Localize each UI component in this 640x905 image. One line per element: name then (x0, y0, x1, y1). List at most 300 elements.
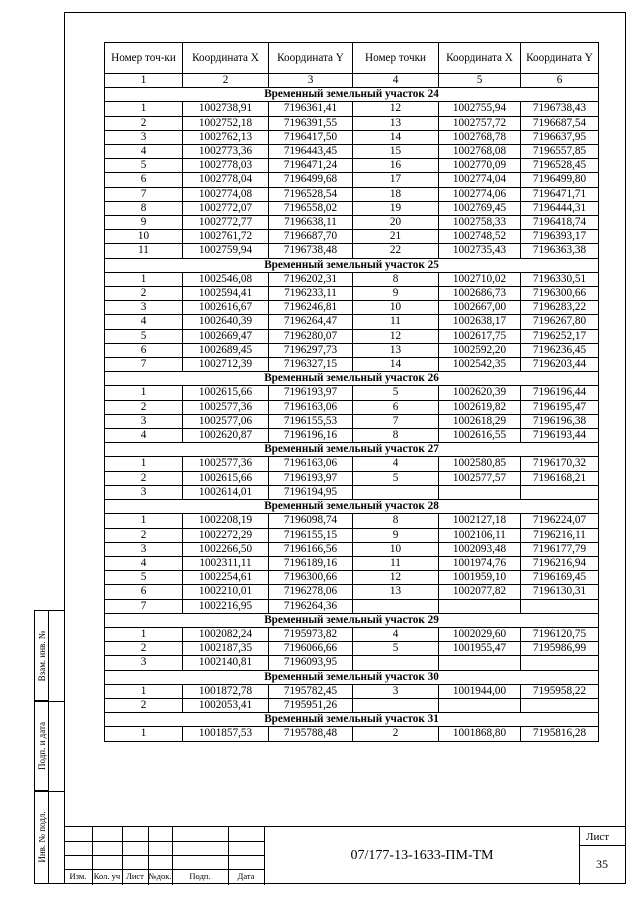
table-cell: 7196528,45 (521, 159, 599, 173)
table-cell: 1002577,06 (183, 414, 269, 428)
table-row (105, 627, 599, 641)
table-cell: 2 (105, 287, 183, 301)
table-cell: 4 (105, 429, 183, 443)
sheet-label: Лист (586, 831, 610, 843)
side-stamp (34, 610, 64, 884)
header-point-number-2: Номер точки (353, 43, 439, 74)
table-cell: 7 (105, 358, 183, 372)
table-row (105, 485, 599, 499)
table-cell: 1002710,02 (439, 272, 521, 286)
section-title-row (105, 88, 599, 102)
table-cell: 1002266,50 (183, 542, 269, 556)
table-cell: 10 (353, 542, 439, 556)
table-cell: 7196297,73 (269, 343, 353, 357)
table-cell: 7 (105, 599, 183, 613)
table-cell (521, 485, 599, 499)
title-block (64, 826, 626, 884)
table-cell: 1 (105, 627, 183, 641)
table-cell: 8 (353, 429, 439, 443)
table-cell: 9 (105, 216, 183, 230)
section-title-row (105, 713, 599, 727)
column-number: 2 (183, 74, 269, 88)
table-cell: 10 (105, 230, 183, 244)
table-cell: 1002689,45 (183, 343, 269, 357)
table-cell: 7196193,97 (269, 386, 353, 400)
table-cell: 7196163,06 (269, 400, 353, 414)
table-cell: 1001955,47 (439, 642, 521, 656)
table-cell: 7196280,07 (269, 329, 353, 343)
table-cell: 7 (105, 187, 183, 201)
table-cell: 7196499,68 (269, 173, 353, 187)
table-cell: 7196278,06 (269, 585, 353, 599)
table-cell: 1002738,91 (183, 102, 269, 116)
table-cell: 1 (105, 102, 183, 116)
table-row (105, 287, 599, 301)
table-row (105, 145, 599, 159)
section-title: Временный земельный участок 27 (105, 443, 599, 457)
table-cell: 1002770,09 (439, 159, 521, 173)
table-cell: 7196246,81 (269, 301, 353, 315)
table-cell: 1002140,81 (183, 656, 269, 670)
table-cell: 2 (353, 727, 439, 741)
table-cell: 1001974,76 (439, 556, 521, 570)
table-cell: 1002686,73 (439, 287, 521, 301)
table-cell: 7196120,75 (521, 627, 599, 641)
table-row (105, 698, 599, 712)
table-row (105, 727, 599, 741)
table-cell: 7196391,55 (269, 116, 353, 130)
table-cell: 20 (353, 216, 439, 230)
table-cell: 7195986,99 (521, 642, 599, 656)
document-code: 07/177-13-1633-ПМ-ТМ (264, 827, 580, 885)
table-cell: 5 (105, 329, 183, 343)
table-cell: 1002053,41 (183, 698, 269, 712)
table-cell: 8 (353, 514, 439, 528)
table-cell: 1001857,53 (183, 727, 269, 741)
table-cell: 3 (105, 656, 183, 670)
table-cell: 1002761,72 (183, 230, 269, 244)
table-cell: 1 (105, 684, 183, 698)
table-cell: 1002773,36 (183, 145, 269, 159)
table-cell: 7196283,22 (521, 301, 599, 315)
table-cell: 1002640,39 (183, 315, 269, 329)
table-cell (439, 698, 521, 712)
table-cell: 1002669,47 (183, 329, 269, 343)
table-cell: 7196169,45 (521, 571, 599, 585)
table-cell: 1002772,07 (183, 201, 269, 215)
table-cell: 7196216,11 (521, 528, 599, 542)
section-title: Временный земельный участок 30 (105, 670, 599, 684)
table-cell: 2 (105, 698, 183, 712)
table-row (105, 201, 599, 215)
table-cell (353, 656, 439, 670)
table-row (105, 173, 599, 187)
table-cell: 11 (105, 244, 183, 258)
table-cell: 1002542,35 (439, 358, 521, 372)
table-cell: 7196443,45 (269, 145, 353, 159)
table-cell: 2 (105, 471, 183, 485)
section-title-row (105, 258, 599, 272)
table-row (105, 585, 599, 599)
table-cell: 15 (353, 145, 439, 159)
table-cell (439, 656, 521, 670)
column-number-row (105, 74, 599, 88)
table-cell: 1002615,66 (183, 386, 269, 400)
table-row (105, 542, 599, 556)
table-cell: 7196224,07 (521, 514, 599, 528)
table-cell: 1002187,35 (183, 642, 269, 656)
header-coord-x-2: Координата X (439, 43, 521, 74)
table-cell: 1002311,11 (183, 556, 269, 570)
table-cell: 7195782,45 (269, 684, 353, 698)
table-cell: 7196499,80 (521, 173, 599, 187)
sheet-number: 35 (596, 857, 608, 871)
table-cell: 7195958,22 (521, 684, 599, 698)
table-cell: 10 (353, 301, 439, 315)
table-cell: 13 (353, 585, 439, 599)
table-cell: 3 (105, 485, 183, 499)
section-title: Временный земельный участок 25 (105, 258, 599, 272)
table-cell: 6 (105, 343, 183, 357)
table-cell: 9 (353, 528, 439, 542)
table-cell: 13 (353, 343, 439, 357)
table-cell: 3 (105, 542, 183, 556)
column-number: 4 (353, 74, 439, 88)
table-cell: 7196528,54 (269, 187, 353, 201)
table-row (105, 358, 599, 372)
table-cell: 1002748,52 (439, 230, 521, 244)
table-cell: 7196264,47 (269, 315, 353, 329)
table-cell: 1002778,03 (183, 159, 269, 173)
section-title-row (105, 613, 599, 627)
table-cell: 6 (105, 173, 183, 187)
table-cell: 6 (105, 585, 183, 599)
section-title: Временный земельный участок 26 (105, 372, 599, 386)
table-cell: 1002272,29 (183, 528, 269, 542)
table-cell: 7196170,32 (521, 457, 599, 471)
table-cell: 1002216,95 (183, 599, 269, 613)
coordinates-table (104, 42, 599, 742)
table-cell: 22 (353, 244, 439, 258)
table-cell: 7196418,74 (521, 216, 599, 230)
header-coord-y-2: Координата Y (521, 43, 599, 74)
table-cell: 7196300,66 (269, 571, 353, 585)
table-cell: 1002029,60 (439, 627, 521, 641)
table-cell: 1002768,08 (439, 145, 521, 159)
section-title: Временный земельный участок 24 (105, 88, 599, 102)
table-row (105, 429, 599, 443)
table-cell: 6 (353, 400, 439, 414)
table-cell: 7196638,11 (269, 216, 353, 230)
section-title-row (105, 500, 599, 514)
table-cell: 7196267,80 (521, 315, 599, 329)
table-cell: 7195951,26 (269, 698, 353, 712)
table-row (105, 216, 599, 230)
table-cell: 1002614,01 (183, 485, 269, 499)
table-cell: 1002618,29 (439, 414, 521, 428)
table-cell: 7196637,95 (521, 130, 599, 144)
table-cell: 1002667,00 (439, 301, 521, 315)
table-row (105, 386, 599, 400)
table-cell: 8 (353, 272, 439, 286)
table-cell: 1002755,94 (439, 102, 521, 116)
table-cell (353, 485, 439, 499)
column-number: 5 (439, 74, 521, 88)
table-cell: 1002615,66 (183, 471, 269, 485)
table-cell: 7196130,31 (521, 585, 599, 599)
table-cell: 7196193,97 (269, 471, 353, 485)
table-cell: 5 (353, 386, 439, 400)
table-row (105, 528, 599, 542)
table-cell: 1 (105, 272, 183, 286)
table-cell: 1 (105, 727, 183, 741)
table-cell: 4 (105, 315, 183, 329)
table-cell: 7196216,94 (521, 556, 599, 570)
table-cell: 7196155,15 (269, 528, 353, 542)
table-cell: 1002546,08 (183, 272, 269, 286)
table-row (105, 159, 599, 173)
table-cell (439, 599, 521, 613)
section-title: Временный земельный участок 29 (105, 613, 599, 627)
table-row (105, 329, 599, 343)
table-cell: 7195816,28 (521, 727, 599, 741)
table-row (105, 102, 599, 116)
table-cell: 11 (353, 315, 439, 329)
table-cell: 7196177,79 (521, 542, 599, 556)
table-cell: 5 (353, 642, 439, 656)
table-cell: 1002762,13 (183, 130, 269, 144)
table-cell: 7196300,66 (521, 287, 599, 301)
table-cell: 1002759,94 (183, 244, 269, 258)
table-cell: 5 (353, 471, 439, 485)
table-cell: 8 (105, 201, 183, 215)
table-cell: 1002768,78 (439, 130, 521, 144)
stamp-cell-original-inv (35, 791, 48, 883)
table-cell: 1002772,77 (183, 216, 269, 230)
table-cell: 5 (105, 571, 183, 585)
title-block-col-label: Кол. уч (93, 871, 121, 881)
table-cell: 1002712,39 (183, 358, 269, 372)
table-cell: 1001959,10 (439, 571, 521, 585)
table-cell: 7196189,16 (269, 556, 353, 570)
table-cell: 13 (353, 116, 439, 130)
table-cell: 7196558,02 (269, 201, 353, 215)
table-cell: 1002577,36 (183, 400, 269, 414)
table-cell: 1002208,19 (183, 514, 269, 528)
table-cell: 1002594,41 (183, 287, 269, 301)
table-cell: 19 (353, 201, 439, 215)
revision-grid (64, 827, 264, 885)
table-cell: 1002592,20 (439, 343, 521, 357)
table-cell: 7196202,31 (269, 272, 353, 286)
table-row (105, 244, 599, 258)
table-cell: 7196557,85 (521, 145, 599, 159)
table-cell: 1002616,67 (183, 301, 269, 315)
section-title: Временный земельный участок 28 (105, 500, 599, 514)
table-cell: 7195973,82 (269, 627, 353, 641)
table-cell: 7196194,95 (269, 485, 353, 499)
stamp-cell-replace-inv (35, 611, 48, 701)
table-cell: 1002757,72 (439, 116, 521, 130)
table-cell (353, 698, 439, 712)
table-cell: 7196363,38 (521, 244, 599, 258)
table-row (105, 301, 599, 315)
table-cell: 1 (105, 457, 183, 471)
table-cell: 7196196,16 (269, 429, 353, 443)
table-cell: 7196166,56 (269, 542, 353, 556)
title-block-col-label: Изм. (69, 871, 87, 881)
table-row (105, 130, 599, 144)
table-cell: 1002077,82 (439, 585, 521, 599)
table-cell: 2 (105, 642, 183, 656)
table-cell: 1002082,24 (183, 627, 269, 641)
table-cell: 14 (353, 130, 439, 144)
table-row (105, 230, 599, 244)
table-cell (521, 698, 599, 712)
table-cell: 3 (353, 684, 439, 698)
table-cell (521, 599, 599, 613)
table-cell: 7196738,48 (269, 244, 353, 258)
table-cell: 12 (353, 329, 439, 343)
table-cell (353, 599, 439, 613)
table-cell: 2 (105, 116, 183, 130)
table-cell: 11 (353, 556, 439, 570)
table-cell: 4 (353, 457, 439, 471)
table-cell: 7196330,51 (521, 272, 599, 286)
table-row (105, 571, 599, 585)
table-row (105, 656, 599, 670)
table-cell: 7196195,47 (521, 400, 599, 414)
table-cell: 1002093,48 (439, 542, 521, 556)
table-row (105, 414, 599, 428)
table-cell: 1002638,17 (439, 315, 521, 329)
table-cell: 1002778,04 (183, 173, 269, 187)
table-cell: 1002580,85 (439, 457, 521, 471)
table-row (105, 272, 599, 286)
table-cell: 7196393,17 (521, 230, 599, 244)
title-block-col-label: Дата (237, 871, 255, 881)
table-body (105, 88, 599, 741)
table-cell: 1002774,04 (439, 173, 521, 187)
table-row (105, 116, 599, 130)
table-cell: 7196155,53 (269, 414, 353, 428)
section-title: Временный земельный участок 31 (105, 713, 599, 727)
table-cell: 1002577,36 (183, 457, 269, 471)
table-cell: 7 (353, 414, 439, 428)
table-cell: 7196233,11 (269, 287, 353, 301)
table-cell: 7196738,43 (521, 102, 599, 116)
table-cell: 3 (105, 414, 183, 428)
table-cell: 14 (353, 358, 439, 372)
table-cell: 7196066,66 (269, 642, 353, 656)
column-number: 1 (105, 74, 183, 88)
table-cell: 7196203,44 (521, 358, 599, 372)
table-cell: 4 (353, 627, 439, 641)
table-cell: 1002106,11 (439, 528, 521, 542)
stamp-label-replace-inv: Взам. инв. № (36, 630, 47, 681)
table-cell: 1002577,57 (439, 471, 521, 485)
table-cell: 7196687,54 (521, 116, 599, 130)
table-cell: 5 (105, 159, 183, 173)
table-cell: 12 (353, 102, 439, 116)
table-row (105, 343, 599, 357)
table-cell: 16 (353, 159, 439, 173)
title-block-col-label: №док. (148, 871, 172, 881)
table-cell (521, 656, 599, 670)
table-cell: 18 (353, 187, 439, 201)
table-cell: 1002758,33 (439, 216, 521, 230)
table-cell: 1001944,00 (439, 684, 521, 698)
table-cell: 1 (105, 386, 183, 400)
table-cell: 1001872,78 (183, 684, 269, 698)
table-row (105, 514, 599, 528)
table-cell: 1002616,55 (439, 429, 521, 443)
table-row (105, 556, 599, 570)
table-cell (439, 485, 521, 499)
table-cell: 1001868,80 (439, 727, 521, 741)
table-cell: 1002769,45 (439, 201, 521, 215)
table-cell: 7196361,41 (269, 102, 353, 116)
stamp-label-sign-date: Подп. и дата (36, 721, 47, 770)
table-row (105, 187, 599, 201)
table-row (105, 684, 599, 698)
header-coord-y: Координата Y (269, 43, 353, 74)
table-row (105, 315, 599, 329)
table-header-row (105, 43, 599, 74)
table-cell: 1 (105, 514, 183, 528)
table-cell: 7196098,74 (269, 514, 353, 528)
table-cell: 7195788,48 (269, 727, 353, 741)
table-row (105, 471, 599, 485)
table-cell: 1002127,18 (439, 514, 521, 528)
table-cell: 7196252,17 (521, 329, 599, 343)
table-cell: 1002210,01 (183, 585, 269, 599)
table-row (105, 599, 599, 613)
header-point-number: Номер точ-ки (105, 43, 183, 74)
table-cell: 12 (353, 571, 439, 585)
section-title-row (105, 670, 599, 684)
table-cell: 7196471,24 (269, 159, 353, 173)
table-cell: 7196236,45 (521, 343, 599, 357)
table-cell: 7196093,95 (269, 656, 353, 670)
table-cell: 2 (105, 400, 183, 414)
table-cell: 7196163,06 (269, 457, 353, 471)
table-cell: 17 (353, 173, 439, 187)
table-cell: 7196471,71 (521, 187, 599, 201)
table-cell: 7196444,31 (521, 201, 599, 215)
column-number: 3 (269, 74, 353, 88)
title-block-col-label: Подп. (189, 871, 211, 881)
column-number: 6 (521, 74, 599, 88)
table-cell: 1002774,06 (439, 187, 521, 201)
table-cell: 1002620,39 (439, 386, 521, 400)
table-cell: 4 (105, 556, 183, 570)
header-coord-x: Координата X (183, 43, 269, 74)
table-cell: 7196168,21 (521, 471, 599, 485)
section-title-row (105, 443, 599, 457)
table-cell: 3 (105, 130, 183, 144)
stamp-label-original-inv: Инв. № подл. (36, 811, 47, 863)
table-cell: 1002620,87 (183, 429, 269, 443)
table-cell: 1002619,82 (439, 400, 521, 414)
table-cell: 4 (105, 145, 183, 159)
table-cell: 7196327,15 (269, 358, 353, 372)
table-cell: 21 (353, 230, 439, 244)
table-row (105, 400, 599, 414)
table-cell: 2 (105, 528, 183, 542)
table-cell: 3 (105, 301, 183, 315)
table-cell: 7196687,70 (269, 230, 353, 244)
